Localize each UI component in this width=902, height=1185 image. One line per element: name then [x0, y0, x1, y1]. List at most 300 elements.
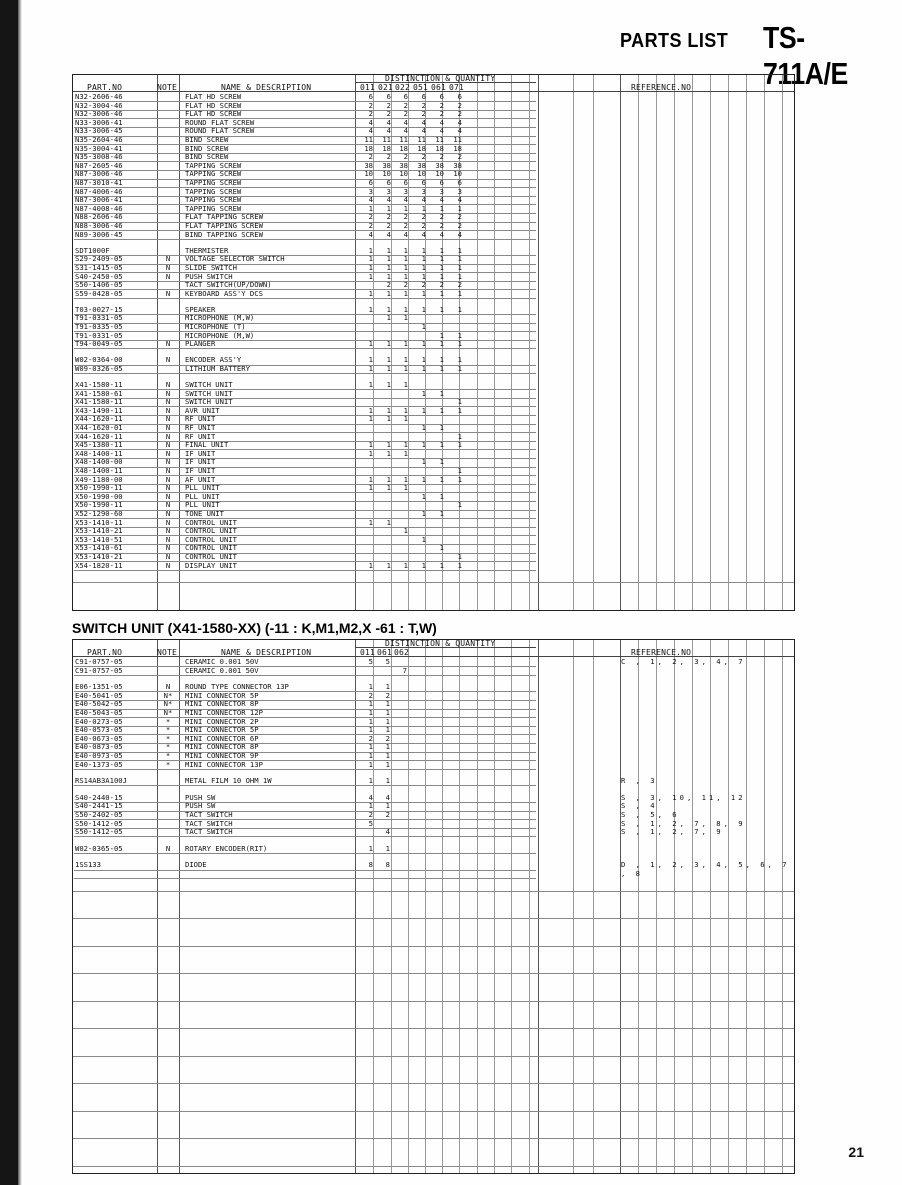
quantity-cell: 1 [439, 262, 444, 272]
quantity-cell: 1 [403, 355, 408, 365]
quantity-cell: 2 [403, 109, 408, 119]
quantity-cell: 1 [421, 304, 426, 314]
section-heading: PARTS LIST [620, 30, 729, 52]
quantity-cell: 1 [368, 271, 373, 281]
part-number: N88-3006-46 [75, 221, 123, 230]
row-divider [74, 785, 536, 786]
note-cell: * [165, 751, 171, 760]
table-row [73, 544, 794, 552]
quantity-cell: 1 [439, 203, 444, 213]
quantity-cell: 1 [439, 423, 444, 432]
table-row [73, 476, 794, 484]
note-cell: N [165, 534, 171, 544]
quantity-cell: 8 [368, 860, 373, 870]
quantity-cell: 2 [385, 733, 390, 743]
note-cell: N [165, 552, 171, 561]
description: KEYBOARD ASS'Y DCS [185, 288, 263, 298]
quantity-cell: 1 [368, 355, 373, 365]
table-row [73, 290, 794, 298]
quantity-cell: 1 [368, 339, 373, 349]
quantity-cell: 11 [435, 135, 444, 144]
quantity-cell: 2 [368, 109, 373, 119]
quantity-cell: 1 [457, 560, 462, 570]
part-number: E40-0973-05 [75, 751, 123, 760]
table-row [73, 861, 794, 869]
note-cell: N [165, 431, 171, 441]
quantity-cell: 1 [368, 304, 373, 314]
part-number: T91-0331-05 [75, 313, 123, 323]
description: RF UNIT [185, 431, 216, 441]
part-number: E40-0573-05 [75, 725, 123, 735]
quantity-cell: 1 [403, 245, 408, 255]
row-divider [74, 239, 536, 240]
part-number: N87-3006-41 [75, 195, 123, 205]
description: MICROPHONE (M,W) [185, 330, 255, 340]
description: ROUND FLAT SCREW [185, 117, 255, 127]
quantity-cell: 4 [403, 229, 408, 239]
note-cell: * [165, 733, 171, 743]
table-row [73, 450, 794, 458]
quantity-cell: 2 [368, 810, 373, 819]
quantity-cell: 1 [386, 363, 391, 373]
quantity-cell: 1 [421, 254, 426, 264]
description: LITHIUM BATTERY [185, 363, 250, 373]
part-number: N35-2604-46 [75, 135, 123, 144]
quantity-cell: 1 [386, 262, 391, 272]
quantity-cell: 1 [386, 313, 391, 323]
quantity-cell: 4 [421, 229, 426, 239]
table-row [73, 222, 794, 230]
quantity-cell: 2 [439, 100, 444, 110]
quantity-cell: 10 [364, 169, 373, 179]
quantity-cell: 1 [386, 448, 391, 458]
note-cell: N [165, 843, 171, 853]
quantity-cell: 1 [421, 262, 426, 272]
model-number: TS-711A/E [763, 20, 848, 91]
quantity-cell: 1 [421, 271, 426, 281]
quantity-cell: 1 [386, 474, 391, 484]
quantity-cell: 1 [421, 355, 426, 365]
quantity-cell: 1 [368, 288, 373, 298]
part-number: S50-1406-05 [75, 280, 123, 290]
quantity-cell: 4 [457, 195, 462, 205]
quantity-cell: 2 [421, 221, 426, 230]
quantity-cell: 1 [403, 483, 408, 493]
blank-row-divider [73, 1056, 794, 1057]
description: TAPPING SCREW [185, 160, 242, 170]
quantity-cell: 1 [457, 363, 462, 373]
quantity-cell: 6 [457, 178, 462, 187]
blank-row-divider [73, 1111, 794, 1112]
quantity-cell: 1 [368, 262, 373, 272]
quantity-cell: 4 [403, 117, 408, 127]
quantity-cell: 1 [368, 254, 373, 264]
quantity-cell: 1 [439, 355, 444, 365]
note-cell: N [165, 500, 171, 510]
part-number: E40-5041-05 [75, 690, 123, 700]
quantity-cell: 4 [368, 229, 373, 239]
quantity-cell: 4 [439, 229, 444, 239]
quantity-cell: 2 [439, 221, 444, 230]
quantity-cell: 4 [439, 117, 444, 127]
quantity-cell: 2 [386, 152, 391, 162]
table-row [73, 536, 794, 544]
table-row [73, 102, 794, 110]
quantity-cell: 10 [382, 169, 391, 179]
table-row [73, 314, 794, 322]
description: TAPPING SCREW [185, 186, 242, 196]
row-divider [74, 298, 536, 299]
quantity-cell: 1 [368, 716, 373, 726]
table-row [73, 828, 794, 836]
quantity-cell: 1 [386, 245, 391, 255]
quantity-cell: 2 [439, 152, 444, 162]
part-no-header: PART.NO [87, 83, 123, 92]
name-header: NAME & DESCRIPTION [221, 648, 312, 657]
table-row [73, 484, 794, 492]
blank-row-divider [73, 582, 794, 583]
description: MINI CONNECTOR 8P [185, 699, 259, 709]
quantity-cell: 10 [399, 169, 408, 179]
reference-cell: , 8 [621, 869, 643, 878]
quantity-cell: 38 [399, 160, 408, 170]
quantity-cell: 1 [421, 339, 426, 349]
part-number: N33-3006-41 [75, 117, 123, 127]
note-cell: N [165, 271, 171, 281]
reference-cell: S , 1, 2, 7, 9 [621, 827, 724, 837]
table-row [73, 553, 794, 561]
quantity-cell: 4 [386, 195, 391, 205]
description: METAL FILM 10 OHM 1W [185, 776, 272, 786]
quantity-cell: 38 [364, 160, 373, 170]
quantity-cell: 4 [385, 827, 390, 837]
table-row [73, 179, 794, 187]
table-row [73, 264, 794, 272]
row-divider [74, 373, 536, 374]
quantity-cell: 1 [439, 457, 444, 467]
quantity-cell: 1 [368, 440, 373, 450]
part-number: W02-0364-00 [75, 355, 123, 365]
part-number: X48-1400-11 [75, 448, 123, 458]
table-row [73, 153, 794, 161]
table-row [73, 510, 794, 518]
quantity-cell: 2 [368, 690, 373, 700]
part-number: X49-1180-00 [75, 474, 123, 484]
quantity-cell: 1 [368, 203, 373, 213]
table-row [73, 415, 794, 423]
description: CONTROL UNIT [185, 526, 237, 536]
table-row [73, 424, 794, 432]
note-cell: N [165, 509, 171, 518]
quantity-cell: 1 [457, 339, 462, 349]
quantity-cell: 1 [386, 355, 391, 365]
part-number: S40-2450-05 [75, 271, 123, 281]
table-row [73, 700, 794, 708]
note-cell: N [165, 526, 171, 536]
part-number: X44-1620-11 [75, 414, 123, 424]
quantity-cell: 2 [368, 212, 373, 222]
quantity-cell: 1 [368, 759, 373, 769]
reference-cell: C , 1, 2, 3, 4, 7 [621, 657, 746, 666]
note-cell: N* [163, 699, 173, 709]
quantity-cell: 4 [385, 792, 390, 802]
quantity-cell: 11 [382, 135, 391, 144]
quantity-cell: 1 [421, 457, 426, 467]
reference-cell: S , 5, 6 [621, 810, 680, 819]
reference-cell: D , 1, 2, 3, 4, 5, 6, 7 [621, 860, 790, 870]
quantity-cell: 1 [457, 397, 462, 407]
description: IF UNIT [185, 466, 216, 475]
dest-code-header: 071 [448, 83, 464, 92]
quantity-cell: 11 [364, 135, 373, 144]
table-row [73, 281, 794, 289]
quantity-cell: 1 [403, 526, 408, 536]
quantity-cell: 2 [403, 221, 408, 230]
table-row [73, 718, 794, 726]
part-number: X44-1620-11 [75, 431, 123, 441]
table-row [73, 119, 794, 127]
quantity-cell: 1 [457, 262, 462, 272]
quantity-cell: 1 [368, 776, 373, 786]
blank-row-divider [73, 1001, 794, 1002]
description: PUSH SW [185, 792, 216, 802]
quantity-cell: 1 [439, 388, 444, 398]
quantity-cell: 2 [439, 280, 444, 290]
quantity-cell: 1 [403, 203, 408, 213]
blank-row-divider [73, 1138, 794, 1139]
note-cell: N [165, 560, 171, 570]
quantity-cell: 2 [457, 152, 462, 162]
description: FLAT TAPPING SCREW [185, 212, 263, 222]
quantity-cell: 1 [386, 339, 391, 349]
quantity-cell: 1 [403, 262, 408, 272]
quantity-cell: 1 [385, 742, 390, 752]
quantity-cell: 1 [439, 271, 444, 281]
table-row [73, 332, 794, 340]
quantity-cell: 11 [417, 135, 426, 144]
quantity-cell: 1 [421, 388, 426, 398]
note-cell: N [165, 543, 171, 553]
quantity-cell: 18 [364, 143, 373, 153]
reference-cell: S , 4 [621, 801, 658, 811]
dest-code-header: 051 [412, 83, 428, 92]
quantity-cell: 1 [457, 304, 462, 314]
note-cell: N [165, 423, 171, 432]
quantity-cell: 1 [403, 440, 408, 450]
description: PUSH SWITCH [185, 271, 233, 281]
quantity-cell: 3 [368, 186, 373, 196]
quantity-cell: 1 [403, 380, 408, 389]
quantity-cell: 6 [386, 92, 391, 101]
description: MICROPHONE (T) [185, 322, 246, 331]
table-row [73, 562, 794, 570]
part-number: N87-3006-46 [75, 169, 123, 179]
table-row [73, 811, 794, 819]
quantity-cell: 1 [385, 682, 390, 692]
table-row [73, 519, 794, 527]
part-number: T91-0331-05 [75, 330, 123, 340]
table-row [73, 761, 794, 769]
quantity-cell: 1 [439, 440, 444, 450]
description: RF UNIT [185, 423, 216, 432]
quantity-cell: 1 [385, 725, 390, 735]
part-number: X41-1580-11 [75, 380, 123, 389]
note-cell: * [165, 759, 171, 769]
distinction-header: DISTINCTION & QUANTITY [385, 639, 496, 648]
part-number: E40-1373-05 [75, 759, 123, 769]
quantity-cell: 6 [386, 178, 391, 187]
switch-unit-table [72, 639, 795, 1174]
description: CONTROL UNIT [185, 552, 237, 561]
quantity-cell: 38 [382, 160, 391, 170]
part-number: X41-1580-61 [75, 388, 123, 398]
quantity-cell: 1 [439, 509, 444, 518]
description: TAPPING SCREW [185, 178, 242, 187]
quantity-cell: 2 [368, 100, 373, 110]
quantity-cell: 1 [386, 380, 391, 389]
quantity-cell: 1 [421, 322, 426, 331]
quantity-cell: 1 [368, 517, 373, 527]
description: SPEAKER [185, 304, 216, 314]
quantity-cell: 2 [368, 733, 373, 743]
quantity-cell: 6 [439, 178, 444, 187]
table-row [73, 794, 794, 802]
quantity-cell: 4 [368, 792, 373, 802]
quantity-cell: 1 [403, 363, 408, 373]
quantity-cell: 1 [385, 699, 390, 709]
description: MINI CONNECTOR 5P [185, 725, 259, 735]
part-number: X45-1380-11 [75, 440, 123, 450]
quantity-cell: 1 [439, 245, 444, 255]
quantity-cell: 10 [417, 169, 426, 179]
description: IF UNIT [185, 448, 216, 458]
table-row [73, 407, 794, 415]
quantity-cell: 1 [403, 405, 408, 415]
table-row [73, 390, 794, 398]
quantity-cell: 1 [403, 304, 408, 314]
quantity-cell: 1 [439, 543, 444, 553]
quantity-cell: 2 [403, 100, 408, 110]
table-row [73, 493, 794, 501]
quantity-cell: 18 [435, 143, 444, 153]
blank-row-divider [73, 918, 794, 919]
note-cell: N [165, 491, 171, 501]
part-number: N35-3008-46 [75, 152, 123, 162]
table-row [73, 323, 794, 331]
part-number: S40-2441-15 [75, 801, 123, 811]
part-number: N33-3006-45 [75, 126, 123, 136]
distinction-header: DISTINCTION & QUANTITY [385, 74, 496, 83]
part-number: S31-1415-05 [75, 262, 123, 272]
description: AVR UNIT [185, 405, 220, 415]
quantity-cell: 38 [435, 160, 444, 170]
quantity-cell: 1 [439, 330, 444, 340]
quantity-cell: 1 [439, 254, 444, 264]
quantity-cell: 1 [421, 363, 426, 373]
quantity-cell: 4 [386, 117, 391, 127]
blank-row-divider [73, 946, 794, 947]
quantity-cell: 1 [368, 474, 373, 484]
quantity-cell: 10 [453, 169, 462, 179]
quantity-cell: 1 [385, 759, 390, 769]
note-header: NOTE [157, 83, 178, 92]
part-number: X48-1400-00 [75, 457, 123, 467]
quantity-cell: 1 [368, 801, 373, 811]
dest-code-header: 021 [377, 83, 393, 92]
part-number: N87-4006-46 [75, 186, 123, 196]
quantity-cell: 1 [385, 751, 390, 760]
table-row [73, 205, 794, 213]
table-row [73, 162, 794, 170]
description: DISPLAY UNIT [185, 560, 237, 570]
quantity-cell: 6 [457, 92, 462, 101]
part-number: W09-0326-05 [75, 363, 123, 373]
part-number: E40-0673-05 [75, 733, 123, 743]
quantity-cell: 2 [386, 221, 391, 230]
description: BIND TAPPING SCREW [185, 229, 263, 239]
part-number: S59-0428-05 [75, 288, 123, 298]
part-number: X53-1410-21 [75, 552, 123, 561]
quantity-cell: 1 [457, 254, 462, 264]
quantity-cell: 1 [368, 414, 373, 424]
table-row [73, 667, 794, 675]
note-cell: N [165, 440, 171, 450]
table-row [73, 709, 794, 717]
note-cell: N [165, 483, 171, 493]
quantity-cell: 1 [457, 431, 462, 441]
quantity-cell: 2 [457, 212, 462, 222]
table-row [73, 196, 794, 204]
quantity-cell: 1 [368, 483, 373, 493]
part-number: N87-2605-46 [75, 160, 123, 170]
table-row [73, 306, 794, 314]
quantity-cell: 1 [403, 560, 408, 570]
description: MINI CONNECTOR 9P [185, 751, 259, 760]
quantity-cell: 2 [421, 152, 426, 162]
reference-header: REFERENCE.NO [631, 83, 692, 92]
quantity-cell: 1 [439, 405, 444, 415]
quantity-cell: 1 [403, 254, 408, 264]
part-number: E06-1351-05 [75, 682, 123, 692]
table-row [73, 255, 794, 263]
quantity-cell: 1 [457, 355, 462, 365]
note-cell: N [165, 457, 171, 467]
blank-row-divider [73, 1028, 794, 1029]
quantity-cell: 1 [457, 500, 462, 510]
part-number: X52-1290-60 [75, 509, 123, 518]
quantity-cell: 5 [368, 818, 373, 828]
part-number: S50-1412-05 [75, 818, 123, 828]
part-number: E40-0273-05 [75, 716, 123, 726]
blank-row-divider [73, 973, 794, 974]
quantity-cell: 1 [368, 448, 373, 458]
quantity-cell: 4 [368, 195, 373, 205]
blank-row-divider [73, 891, 794, 892]
table-row [73, 231, 794, 239]
note-cell: N [165, 517, 171, 527]
row-divider [74, 348, 536, 349]
table-row [73, 213, 794, 221]
quantity-cell: 1 [421, 560, 426, 570]
quantity-cell: 1 [421, 509, 426, 518]
quantity-cell: 1 [368, 708, 373, 717]
quantity-cell: 1 [403, 313, 408, 323]
note-cell: N [165, 474, 171, 484]
row-divider [74, 769, 536, 770]
quantity-cell: 6 [439, 92, 444, 101]
quantity-cell: 5 [385, 657, 390, 666]
description: DIODE [185, 860, 207, 870]
